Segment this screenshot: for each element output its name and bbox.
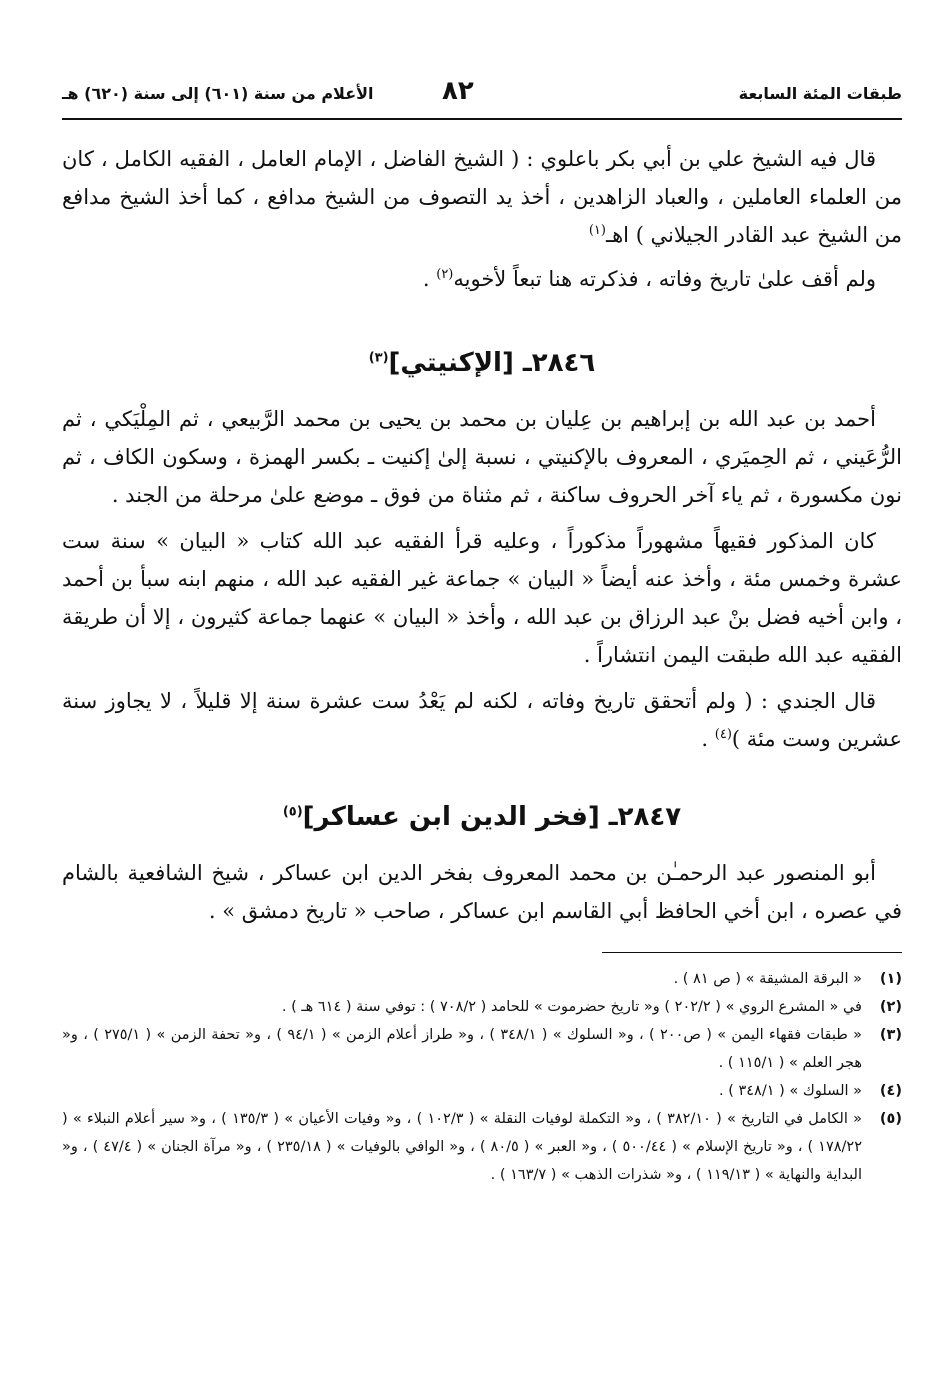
running-header [62,70,902,120]
footnote-number: (٢) [879,999,902,1015]
intro-paragraph-1 [62,140,902,254]
entry-2846-title [62,348,902,392]
header-year-range: الأعلام من سنة (٦٠١) إلى سنة (٦٢٠) هـ [62,84,374,103]
footnote [62,1077,902,1105]
footnote [62,1021,902,1077]
entry-2847-paragraph-1: أبو المنصور عبد الرحمـٰن بن محمد المعروف بفخر الدين ابن عساكر ، شيخ الشافعية بالشام في عصره ، ابن أخي الحافظ أبي القاسم ابن عساكر ، صاحب « تاريخ دمشق » . [62,861,902,923]
intro-paragraph-2 [62,260,902,298]
intro-paragraph-1-text: قال فيه الشيخ علي بن أبي بكر باعلوي : ( الشيخ الفاضل ، الإمام العامل ، الفقيه الكامل ، كان من العلماء العاملين ، والعباد الزاهدين ، أخذ يد التصوف من الشيخ مدافع ، كما أخذ الشيخ مدافع من الشيخ عبد القادر الجيلاني ) اهـ [62,147,902,247]
footnote [62,965,902,993]
entry-2846-title-text: ٢٨٤٦ـ [الإكنيتي] [388,348,596,378]
intro-paragraph-2-end: . [422,267,437,291]
entry-2846-paragraph-3-text: قال الجندي : ( ولم أتحقق تاريخ وفاته ، لكنه لم يَعْدُ ست عشرة سنة إلا قليلاً ، لا يجاوز سنة عشرين وست مئة ) [62,689,902,751]
book-page [62,70,902,1189]
footnote-text: « طبقات فقهاء اليمن » ( ص٢٠٠ ) ، و« السلوك » ( ٣٤٨/١ ) ، و« طراز أعلام الزمن » ( ٩٤/١ ) ، و« تحفة الزمن » ( ٢٧٥/١ ) ، و« هجر العلم » ( ١١٥/١ ) . [62,1027,862,1071]
entry-2846-paragraph-3 [62,682,902,758]
entry-2846-paragraph-3-end: . [701,727,715,751]
page-number: ٨٢ [442,76,474,106]
footnote-ref-4[interactable]: (٤) [714,727,732,742]
footnote-number: (٤) [879,1083,902,1099]
footnote-text: في « المشرع الروي » ( ٢٠٢/٢ ) و« تاريخ حضرموت » للحامد ( ٧٠٨/٢ ) : توفي سنة ( ٦١٤ هـ ) . [281,999,862,1015]
entry-2847-title-text: ٢٨٤٧ـ [فخر الدين ابن عساكر] [302,802,682,832]
footnote-ref-2[interactable]: (٢) [436,267,454,282]
entry-2846-paragraph-1: أحمد بن عبد الله بن إبراهيم بن عِليان بن محمد بن يحيى بن محمد الرَّبيعي ، ثم المِلْيَكي ، ثم الرُّعَيني ، ثم الحِميَري ، المعروف بالإكنيتي ، نسبة إلىٰ إكنيت ـ بكسر الهمزة ، وسكون الكاف ، ثم نون مكسورة ، ثم ياء آخر الحروف ساكنة ، ثم مثناة من فوق ـ موضع علىٰ مرحلة من الجند . [62,407,902,507]
footnote [62,993,902,1021]
footnote [62,1105,902,1189]
footnote-text: « السلوك » ( ٣٤٨/١ ) . [719,1083,862,1099]
footnote-text: « الكامل في التاريخ » ( ٣٨٢/١٠ ) ، و« التكملة لوفيات النقلة » ( ١٠٢/٣ ) ، و« وفيات الأعيان » ( ١٣٥/٣ ) ، و« سير أعلام النبلاء » ( ١٧٨/٢٢ ) ، و« تاريخ الإسلام » ( ٥٠٠/٤٤ ) ، و« العبر » ( ٨٠/٥ ) ، و« الوافي بالوفيات » ( ٢٣٥/١٨ ) ، و« مرآة الجنان » ( ٤٧/٤ ) ، و« البداية والنهاية » ( ١١٩/١٣ ) ، و« شذرات الذهب » ( ١٦٣/٧ ) . [62,1111,862,1183]
entry-2846-paragraph-2: كان المذكور فقيهاً مشهوراً مذكوراً ، وعليه قرأ الفقيه عبد الله كتاب « البيان » سنة ست عشرة وخمس مئة ، وأخذ عنه أيضاً « البيان » جماعة غير الفقيه عبد الله ، منهم ابنه سبأ بن أحمد ، وابن أخيه فضل بنْ عبد الرزاق بن عبد الله ، وأخذ « البيان » عنهما جماعة كثيرون ، إلا أن طريقة الفقيه عبد الله طبقت اليمن انتشاراً . [62,529,902,667]
footnote-separator [602,952,902,953]
footnote-ref-3[interactable]: (٣) [368,350,389,366]
footnote-number: (١) [879,971,902,987]
footnote-number: (٣) [879,1027,902,1043]
footnotes [62,965,902,1189]
footnote-number: (٥) [879,1111,902,1127]
entry-2847-title [62,802,902,846]
footnote-text: « البرقة المشيقة » ( ص ٨١ ) . [673,971,862,987]
header-section-title: طبقات المئة السابعة [738,84,902,103]
footnote-ref-1[interactable]: (١) [588,223,606,238]
footnote-ref-5[interactable]: (٥) [282,804,303,820]
intro-paragraph-2-text: ولم أقف علىٰ تاريخ وفاته ، فذكرته هنا تبعاً لأخويه [453,267,876,291]
